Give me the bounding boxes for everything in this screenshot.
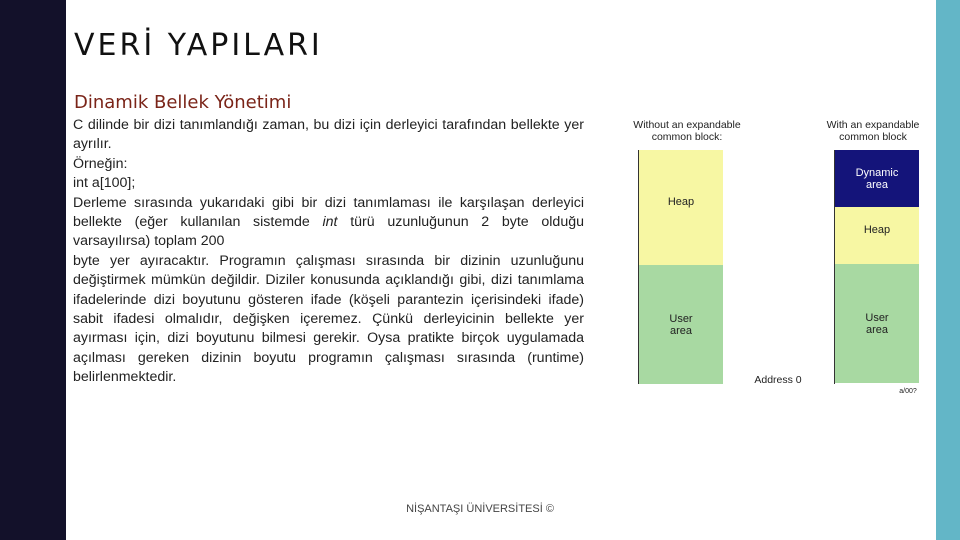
left-block-label: Heap [667, 196, 695, 208]
right-block-label: User area [865, 312, 889, 336]
left-block-label: User area [669, 313, 693, 337]
right-accent-band [936, 0, 960, 540]
slide-body [73, 116, 584, 388]
left-caption: Without an expandable common block: [633, 119, 741, 143]
right-block-label: Heap [863, 224, 891, 236]
right-block-dynamic-area [835, 150, 919, 207]
right-memory-column [834, 150, 919, 384]
address-zero-label: Address 0 [754, 374, 802, 386]
left-decorative-band [0, 0, 60, 540]
italic-keyword: int [322, 214, 338, 231]
paragraph: Örneğin: [73, 155, 128, 172]
paragraph: C dilinde bir dizi tanımlandığı zaman, bu dizi için derleyici tarafından bellekte yer ayrılır. [73, 117, 584, 153]
right-block-label: Dynamic area [855, 167, 899, 191]
paragraph: byte yer ayıracaktır. Programın çalışması sırasında bir dizinin uzunluğunu değiştirmek mümkün değildir. Diziler konusunda açıklandığı gibi, dizi tanımlama ifadelerinde dizi boyutunu gösteren ifade (köşeli parantezin içerisindeki ifade) sabit ifadesi olmalıdır, değişken içeremez. Çünkü derleyicinin bellekte yer ayırması için, dizi boyutunu bilmesi gerekir. Oysa pratikte birçok uygulamada açılması gereken dizinin boyutu programın çalışması sırasında (runtime) belirlenmektedir. [73, 252, 584, 386]
paragraph-text: türü uzunluğunun 2 byte olduğu varsayılırsa) toplam 200 [73, 214, 584, 250]
footer-copyright: NİŞANTAŞI ÜNİVERSİTESİ © [406, 503, 554, 515]
right-block-user-area [835, 264, 919, 383]
corner-note: a/00? [899, 388, 917, 395]
left-block-user-area [639, 265, 723, 384]
paragraph [73, 194, 584, 252]
memory-layout-diagram [616, 114, 930, 398]
right-caption: With an expandable common block [826, 119, 920, 143]
slide-subtitle: Dinamik Bellek Yönetimi [74, 92, 292, 113]
left-block-heap [639, 150, 723, 265]
paragraph-text: Derleme sırasında yukarıdaki gibi bir dizi tanımlaması ile karşılaşan derleyici bellekte (eğer kullanılan sistemde [73, 194, 584, 231]
left-memory-column [638, 150, 723, 384]
right-block-heap [835, 207, 919, 264]
paragraph: int a[100]; [73, 175, 136, 192]
slide-title: VERİ YAPILARI [74, 28, 323, 63]
